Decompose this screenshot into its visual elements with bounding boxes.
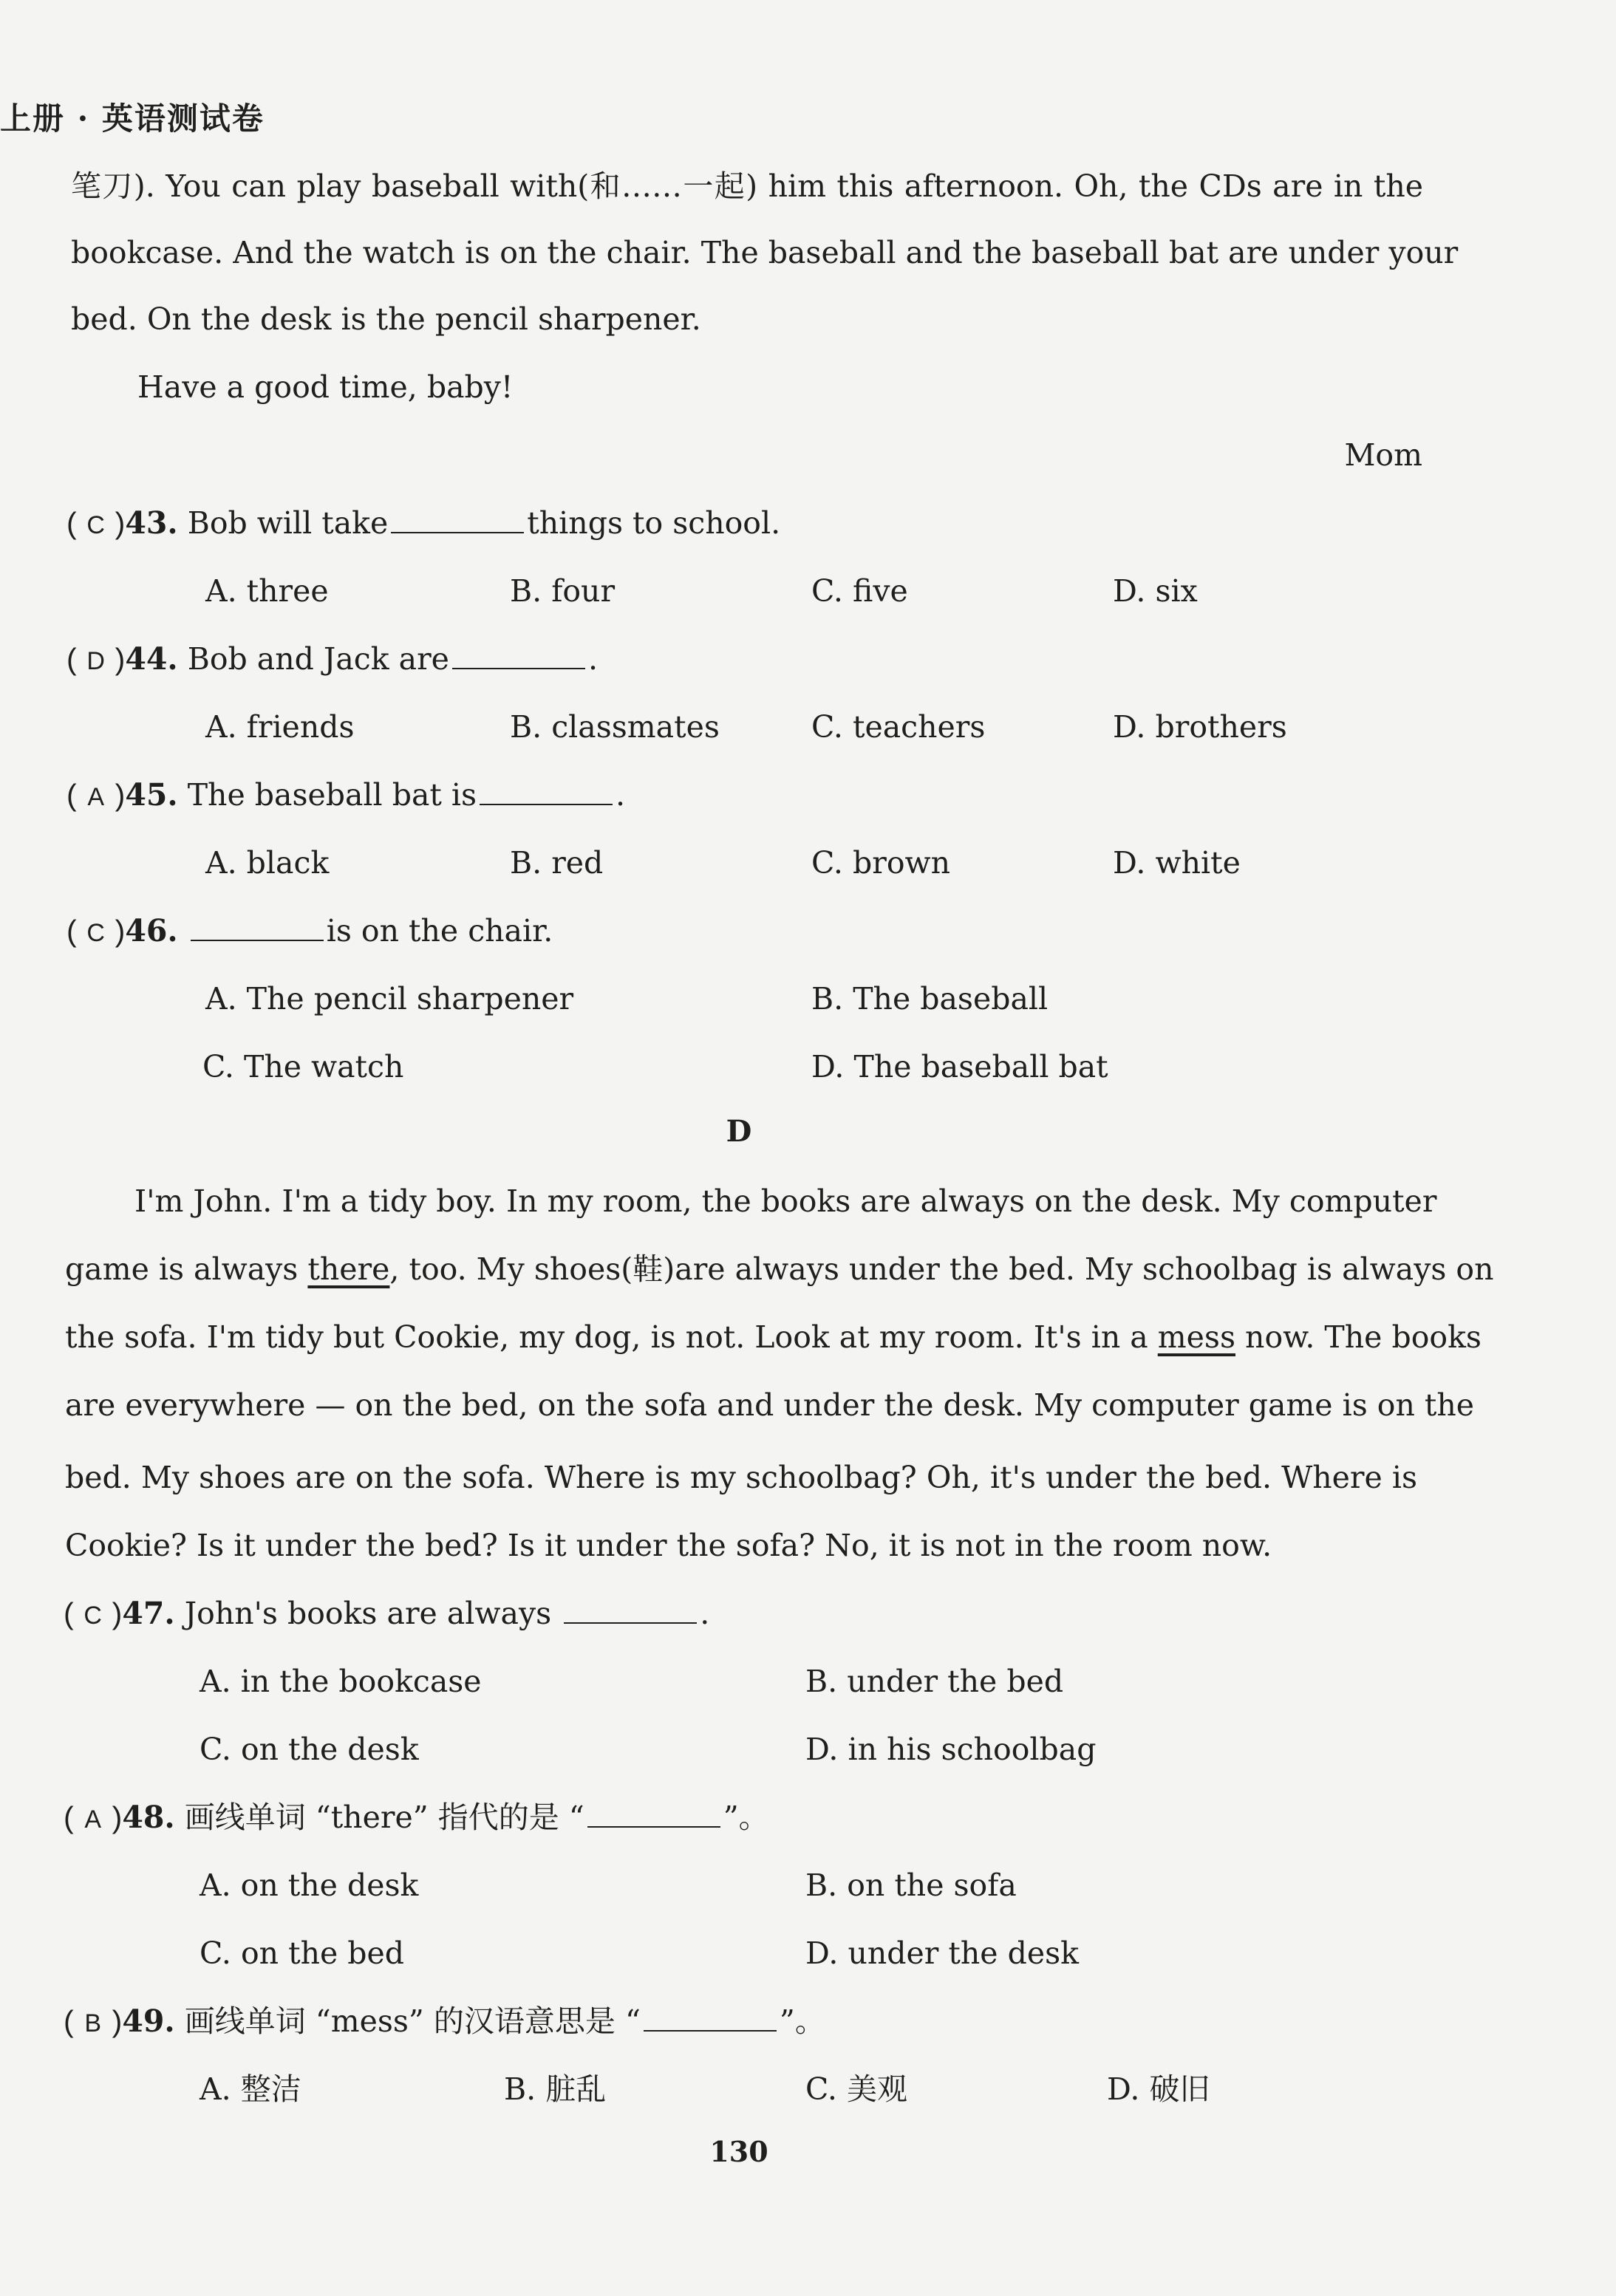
answer-blank [587, 1804, 720, 1828]
option-b: B. The baseball [811, 981, 1049, 1017]
question-46: ( C )46. is on the chair. [67, 909, 553, 955]
option-c: C. five [811, 573, 908, 609]
passage-line: game is always there, too. My shoes(鞋)are always under the bed. My schoolbag is always on [65, 1251, 1494, 1287]
option-d: D. in his schoolbag [805, 1732, 1097, 1767]
question-44: ( D )44. Bob and Jack are . [67, 637, 598, 683]
option-a: A. friends [205, 709, 355, 745]
option-c: C. on the desk [200, 1732, 419, 1767]
answer-mark: D [86, 647, 105, 675]
answer-blank [452, 646, 585, 669]
option-d: D. 破旧 [1107, 2071, 1210, 2107]
signature: Mom [1344, 437, 1422, 473]
option-a: A. on the desk [200, 1868, 419, 1903]
underlined-word-there: there [307, 1251, 390, 1287]
section-heading: D [726, 1114, 752, 1149]
answer-mark: C [83, 1602, 102, 1630]
answer-blank [644, 2008, 777, 2032]
page-number: 130 [709, 2135, 768, 2168]
passage-line: Cookie? Is it under the bed? Is it under the sofa? No, it is not in the room now. [65, 1528, 1272, 1563]
answer-blank [480, 782, 613, 805]
question-47: ( C )47. John's books are always . [64, 1591, 709, 1638]
passage-line: are everywhere — on the bed, on the sofa and under the desk. My computer game is on the [65, 1387, 1475, 1423]
answer-mark: C [86, 511, 105, 539]
passage-line: the sofa. I'm tidy but Cookie, my dog, is not. Look at my room. It's in a mess now. The books [65, 1319, 1482, 1355]
underlined-word-mess: mess [1157, 1319, 1235, 1355]
option-d: D. white [1113, 845, 1241, 881]
question-45: ( A )45. The baseball bat is . [67, 773, 625, 819]
option-b: B. four [510, 573, 616, 609]
passage-line: I'm John. I'm a tidy boy. In my room, the books are always on the desk. My computer [134, 1183, 1437, 1219]
option-b: B. classmates [510, 709, 720, 745]
question-43: ( C )43. Bob will take things to school. [67, 501, 780, 547]
answer-mark: B [84, 2009, 101, 2037]
answer-blank [564, 1600, 697, 1624]
option-a: A. black [205, 845, 330, 881]
option-a: A. The pencil sharpener [205, 981, 574, 1017]
passage-line: bed. On the desk is the pencil sharpener. [71, 301, 701, 337]
passage-line: bookcase. And the watch is on the chair. The baseball and the baseball bat are under your [71, 235, 1459, 270]
option-a: A. in the bookcase [200, 1664, 482, 1699]
option-d: D. The baseball bat [811, 1049, 1108, 1084]
option-c: C. The watch [202, 1049, 404, 1084]
option-b: B. red [510, 845, 604, 881]
option-a: A. three [205, 573, 329, 609]
option-d: D. under the desk [805, 1935, 1080, 1971]
option-a: A. 整洁 [200, 2071, 301, 2107]
answer-mark: A [87, 783, 104, 811]
passage-line: Have a good time, baby! [137, 369, 514, 405]
answer-mark: C [86, 919, 105, 947]
passage-line: 笔刀). You can play baseball with(和……一起) him this afternoon. Oh, the CDs are in the [71, 168, 1423, 204]
option-d: D. brothers [1113, 709, 1287, 745]
option-c: C. brown [811, 845, 951, 881]
option-c: C. on the bed [200, 1935, 405, 1971]
passage-line: bed. My shoes are on the sofa. Where is my schoolbag? Oh, it's under the bed. Where is [65, 1460, 1417, 1495]
option-b: B. under the bed [805, 1664, 1064, 1699]
question-48: ( A )48. 画线单词 “there” 指代的是 “ ”。 [64, 1795, 769, 1842]
option-b: B. on the sofa [805, 1868, 1017, 1903]
page-header: 上册 · 英语测试卷 [0, 100, 265, 137]
option-d: D. six [1113, 573, 1198, 609]
option-b: B. 脏乱 [504, 2071, 607, 2107]
answer-mark: A [84, 1805, 101, 1834]
option-c: C. teachers [811, 709, 986, 745]
answer-blank [391, 510, 524, 533]
answer-blank [191, 918, 324, 941]
question-49: ( B )49. 画线单词 “mess” 的汉语意思是 “ ”。 [64, 1999, 825, 2046]
option-c: C. 美观 [805, 2071, 907, 2107]
